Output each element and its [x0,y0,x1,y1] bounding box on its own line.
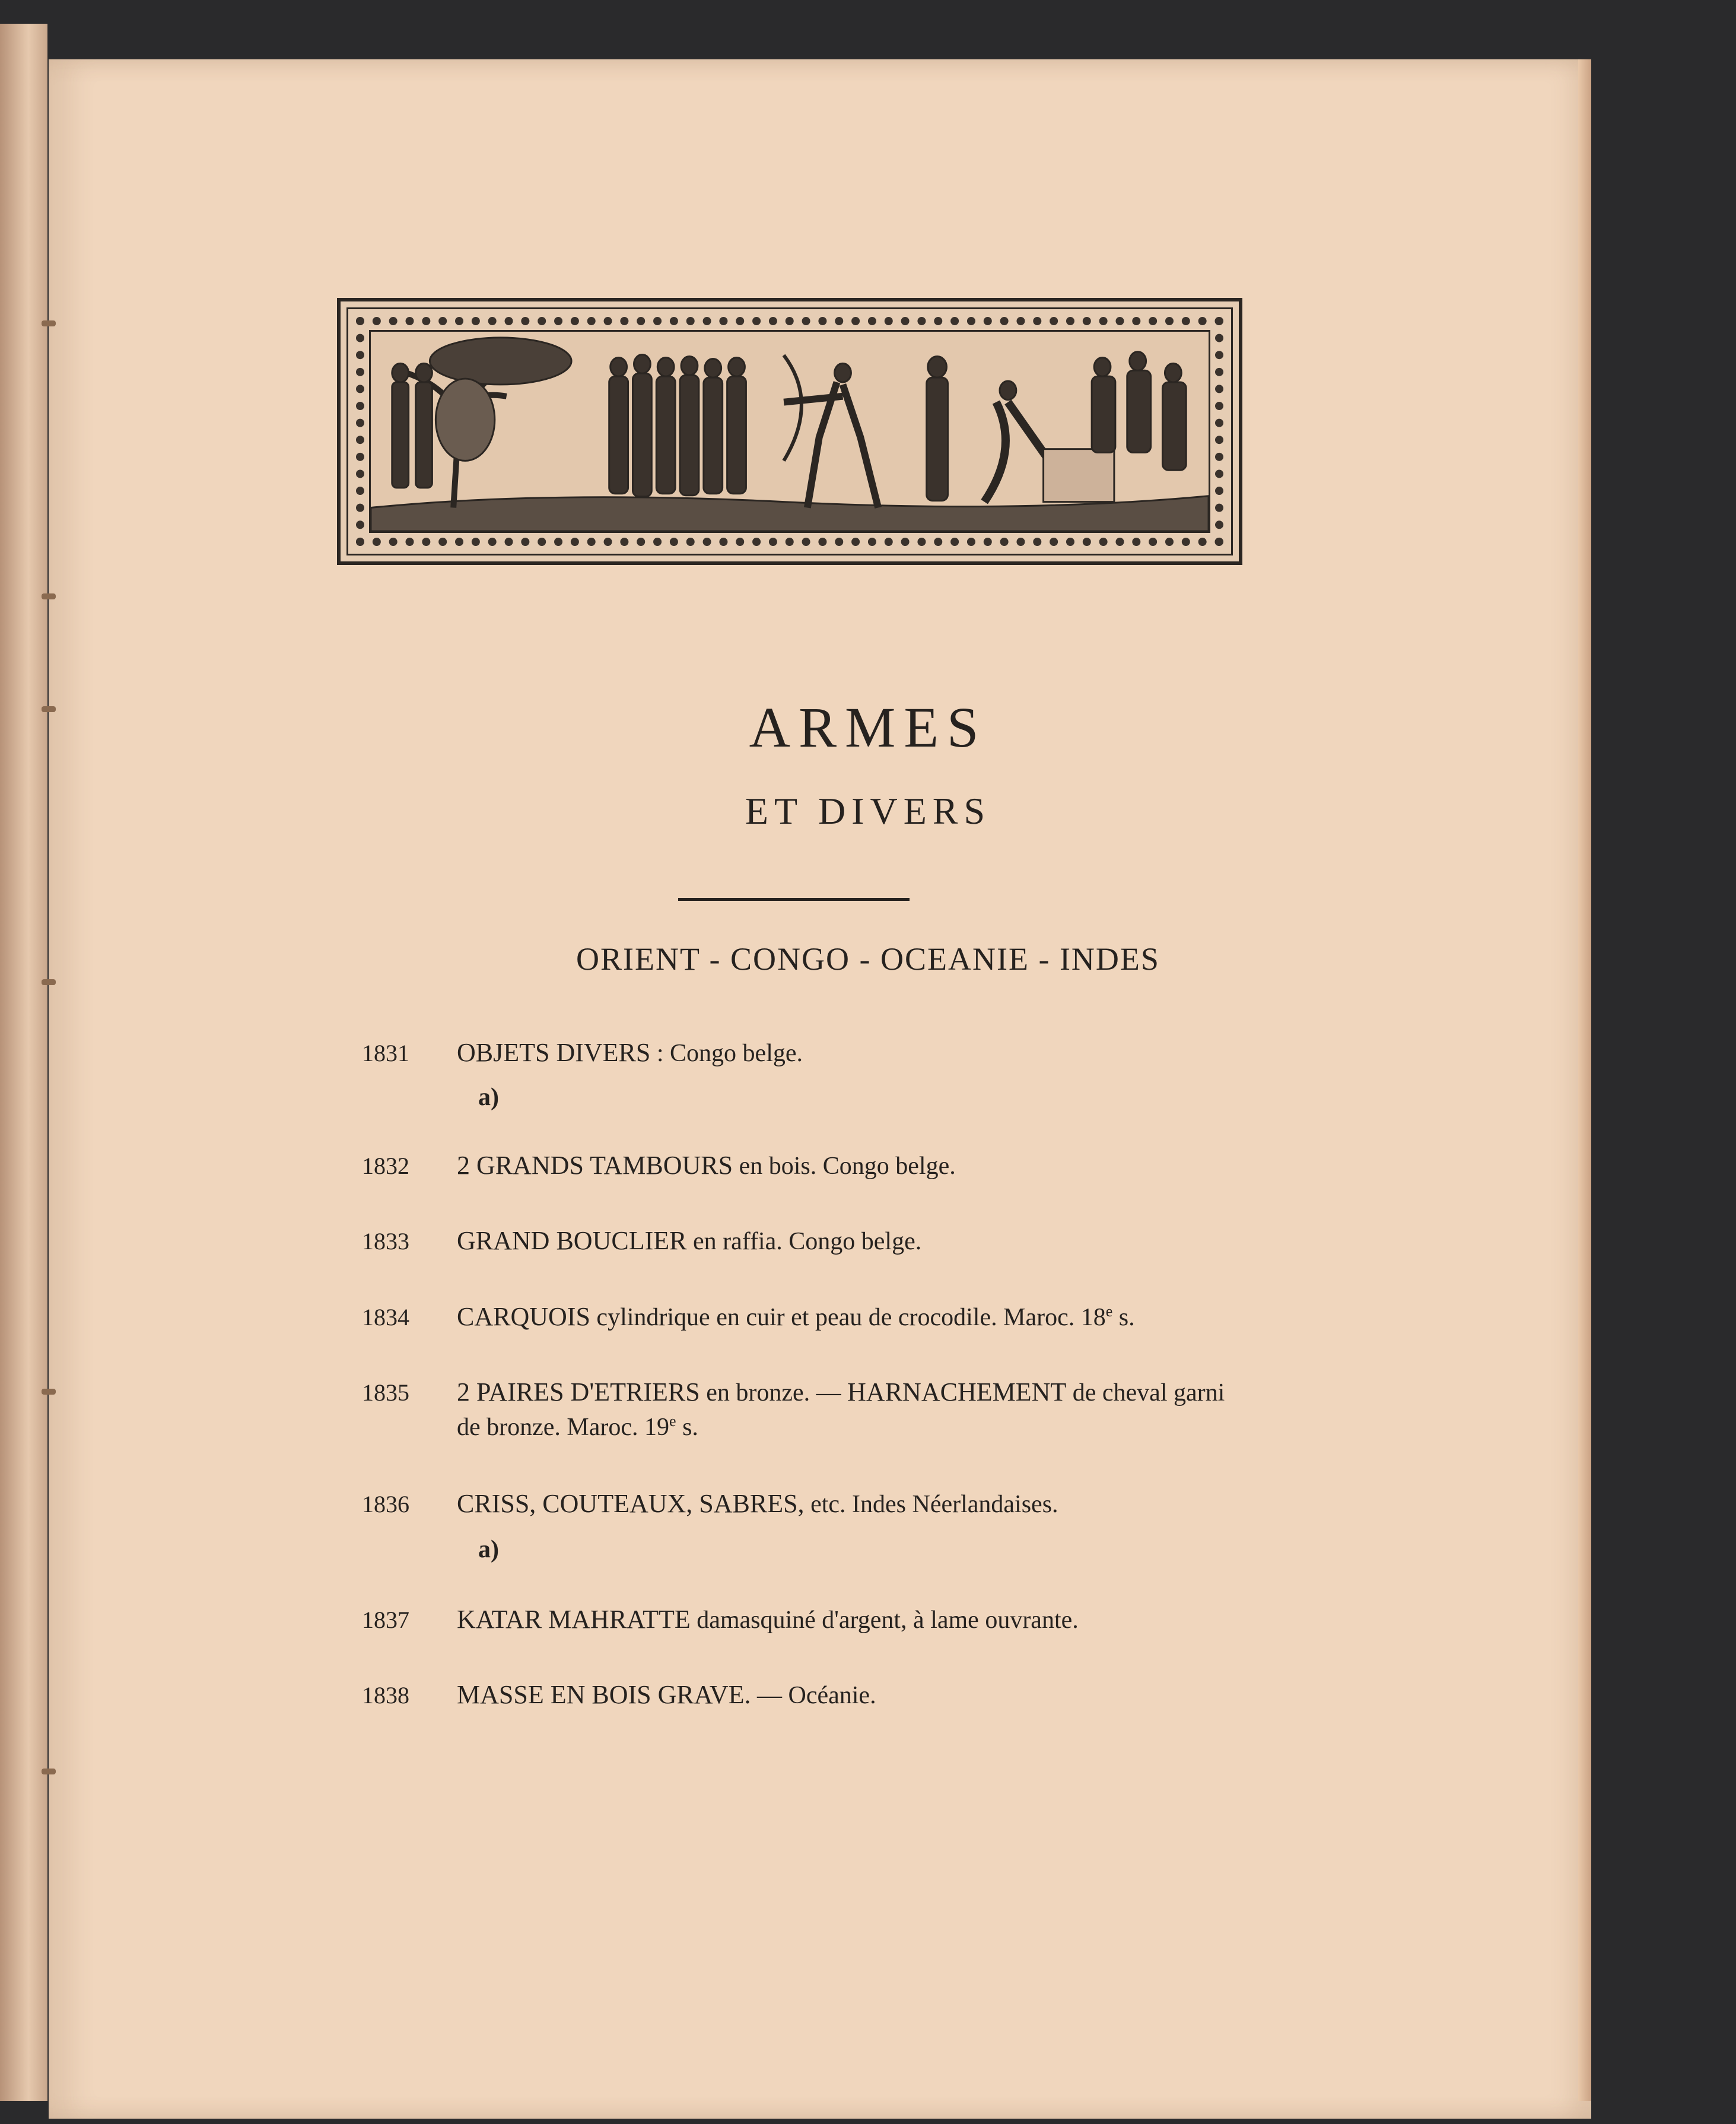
lot-description: MASSE EN BOIS GRAVE. — Océanie. [457,1680,876,1709]
lot-number: 1835 [362,1379,409,1406]
facing-page-edge [0,24,47,2101]
lot-number: 1832 [362,1153,409,1179]
lot-number: 1834 [362,1304,409,1331]
lot-number: 1831 [362,1040,409,1066]
binding-stitch [42,1769,56,1774]
binding-stitch [42,593,56,599]
title-divider-rule [678,898,910,901]
lot-number: 1837 [362,1607,409,1633]
lot-sub-item: a) [478,1536,499,1563]
lot-description: 2 GRANDS TAMBOURS en bois. Congo belge. [457,1151,956,1180]
lot-number: 1838 [362,1682,409,1709]
binding-stitch [42,320,56,326]
catalog-section-subtitle: ET DIVERS [745,790,991,832]
sub-section-heading: ORIENT - CONGO - OCEANIE - INDES [576,941,1160,977]
binding-stitch [42,979,56,985]
lot-description: OBJETS DIVERS : Congo belge. [457,1038,803,1067]
catalog-section-title: ARMES [749,696,987,759]
lot-description: KATAR MAHRATTE damasquiné d'argent, à lame ouvrante. [457,1605,1079,1634]
binding-stitch [42,1389,56,1395]
engraved-header-vignette [337,298,1242,565]
lot-description: 2 PAIRES D'ETRIERS en bronze. — HARNACHEMENT de cheval garni de bronze. Maroc. 19e s. [457,1377,1225,1441]
archery-scene-illustration [371,332,1209,531]
lot-description: CARQUOIS cylindrique en cuir et peau de crocodile. Maroc. 18e s. [457,1302,1135,1331]
lot-number: 1833 [362,1228,409,1255]
lot-description: GRAND BOUCLIER en raffia. Congo belge. [457,1226,922,1255]
lot-number: 1836 [362,1491,409,1517]
lot-description: CRISS, COUTEAUX, SABRES, etc. Indes Néerlandaises. [457,1489,1058,1518]
lot-sub-item: a) [478,1084,499,1111]
page-fore-edge [1578,59,1591,2101]
